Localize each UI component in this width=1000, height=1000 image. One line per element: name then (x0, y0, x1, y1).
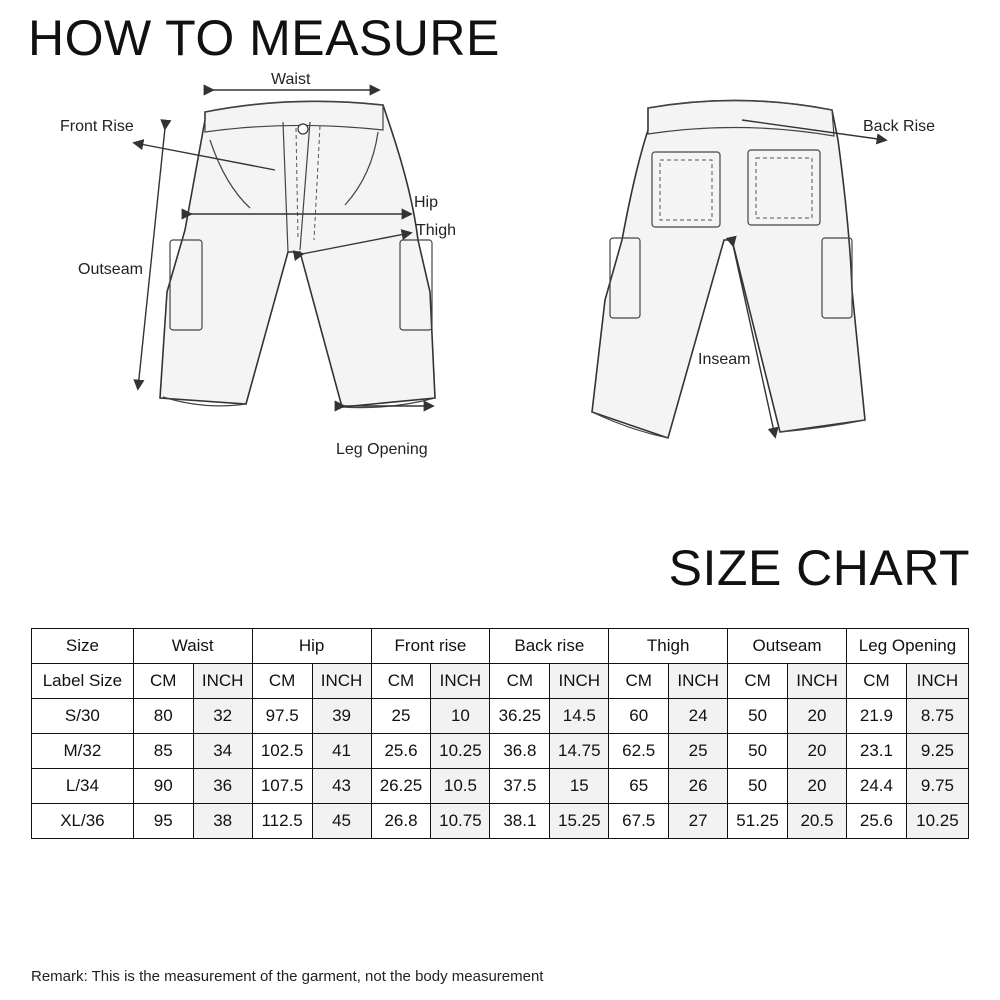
unit-cm: CM (846, 664, 906, 699)
inch-value-cell: 8.75 (906, 699, 968, 734)
front-rise-label: Front Rise (60, 118, 134, 135)
cm-value-cell: 65 (609, 769, 669, 804)
inch-value-cell: 36 (193, 769, 252, 804)
inch-value-cell: 24 (669, 699, 728, 734)
cm-value-cell: 25.6 (846, 804, 906, 839)
unit-cm: CM (371, 664, 431, 699)
inch-value-cell: 27 (669, 804, 728, 839)
size-chart-table (31, 628, 969, 839)
inch-value-cell: 14.5 (550, 699, 609, 734)
inch-value-cell: 25 (669, 734, 728, 769)
inch-value-cell: 26 (669, 769, 728, 804)
cm-value-cell: 24.4 (846, 769, 906, 804)
unit-cm: CM (490, 664, 550, 699)
inch-value-cell: 20 (788, 699, 847, 734)
unit-inch: INCH (906, 664, 968, 699)
inch-value-cell: 9.25 (906, 734, 968, 769)
unit-inch: INCH (312, 664, 371, 699)
cm-value-cell: 25 (371, 699, 431, 734)
size-cell: M/32 (32, 734, 134, 769)
cm-value-cell: 97.5 (252, 699, 312, 734)
size-cell: XL/36 (32, 804, 134, 839)
group-header-outseam: Outseam (728, 629, 847, 664)
inch-value-cell: 41 (312, 734, 371, 769)
unit-cm: CM (609, 664, 669, 699)
inch-value-cell: 9.75 (906, 769, 968, 804)
back-shorts-sketch (592, 100, 865, 438)
group-header-thigh: Thigh (609, 629, 728, 664)
inch-value-cell: 10.25 (431, 734, 490, 769)
inch-value-cell: 34 (193, 734, 252, 769)
cm-value-cell: 23.1 (846, 734, 906, 769)
cm-value-cell: 62.5 (609, 734, 669, 769)
inch-value-cell: 10 (431, 699, 490, 734)
inch-value-cell: 32 (193, 699, 252, 734)
cm-value-cell: 50 (728, 699, 788, 734)
inch-value-cell: 14.75 (550, 734, 609, 769)
cm-value-cell: 26.8 (371, 804, 431, 839)
inch-value-cell: 15.25 (550, 804, 609, 839)
cm-value-cell: 112.5 (252, 804, 312, 839)
front-shorts-sketch (160, 101, 435, 407)
outseam-label: Outseam (78, 261, 143, 278)
cm-value-cell: 25.6 (371, 734, 431, 769)
label-size-header: Label Size (32, 664, 134, 699)
cm-value-cell: 102.5 (252, 734, 312, 769)
size-cell: L/34 (32, 769, 134, 804)
group-header-leg-opening: Leg Opening (846, 629, 968, 664)
size-chart-title: SIZE CHART (668, 540, 970, 596)
size-header: Size (32, 629, 134, 664)
inch-value-cell: 45 (312, 804, 371, 839)
group-header-front-rise: Front rise (371, 629, 490, 664)
inch-value-cell: 15 (550, 769, 609, 804)
unit-inch: INCH (669, 664, 728, 699)
inch-value-cell: 10.25 (906, 804, 968, 839)
cm-value-cell: 90 (133, 769, 193, 804)
inch-value-cell: 39 (312, 699, 371, 734)
remark-note: Remark: This is the measurement of the garment, not the body measurement (31, 968, 544, 985)
cm-value-cell: 38.1 (490, 804, 550, 839)
inch-value-cell: 20.5 (788, 804, 847, 839)
unit-inch: INCH (550, 664, 609, 699)
inch-value-cell: 38 (193, 804, 252, 839)
cm-value-cell: 95 (133, 804, 193, 839)
group-header-back-rise: Back rise (490, 629, 609, 664)
unit-inch: INCH (193, 664, 252, 699)
cm-value-cell: 51.25 (728, 804, 788, 839)
cm-value-cell: 60 (609, 699, 669, 734)
cm-value-cell: 37.5 (490, 769, 550, 804)
inseam-label: Inseam (698, 351, 751, 368)
thigh-label: Thigh (416, 222, 457, 239)
header-row (32, 629, 969, 664)
cm-value-cell: 80 (133, 699, 193, 734)
table-row (32, 734, 969, 769)
inch-value-cell: 10.75 (431, 804, 490, 839)
cm-value-cell: 85 (133, 734, 193, 769)
cm-value-cell: 67.5 (609, 804, 669, 839)
leg-opening-label: Leg Opening (336, 441, 428, 458)
back-rise-label: Back Rise (863, 118, 936, 135)
group-header-waist: Waist (133, 629, 252, 664)
inch-value-cell: 43 (312, 769, 371, 804)
cm-value-cell: 107.5 (252, 769, 312, 804)
group-header-hip: Hip (252, 629, 371, 664)
unit-cm: CM (728, 664, 788, 699)
how-to-measure-title: HOW TO MEASURE (28, 10, 500, 66)
unit-row (32, 664, 969, 699)
cm-value-cell: 26.25 (371, 769, 431, 804)
unit-inch: INCH (788, 664, 847, 699)
inch-value-cell: 10.5 (431, 769, 490, 804)
size-cell: S/30 (32, 699, 134, 734)
cm-value-cell: 50 (728, 734, 788, 769)
table-row (32, 769, 969, 804)
outseam-arrow (138, 128, 165, 388)
unit-cm: CM (252, 664, 312, 699)
waist-label: Waist (271, 71, 311, 88)
cm-value-cell: 21.9 (846, 699, 906, 734)
unit-inch: INCH (431, 664, 490, 699)
table-row (32, 804, 969, 839)
inch-value-cell: 20 (788, 734, 847, 769)
cm-value-cell: 50 (728, 769, 788, 804)
measurement-diagram (0, 60, 1000, 480)
hip-label: Hip (414, 194, 439, 211)
cm-value-cell: 36.25 (490, 699, 550, 734)
unit-cm: CM (133, 664, 193, 699)
cm-value-cell: 36.8 (490, 734, 550, 769)
table-row (32, 699, 969, 734)
inch-value-cell: 20 (788, 769, 847, 804)
